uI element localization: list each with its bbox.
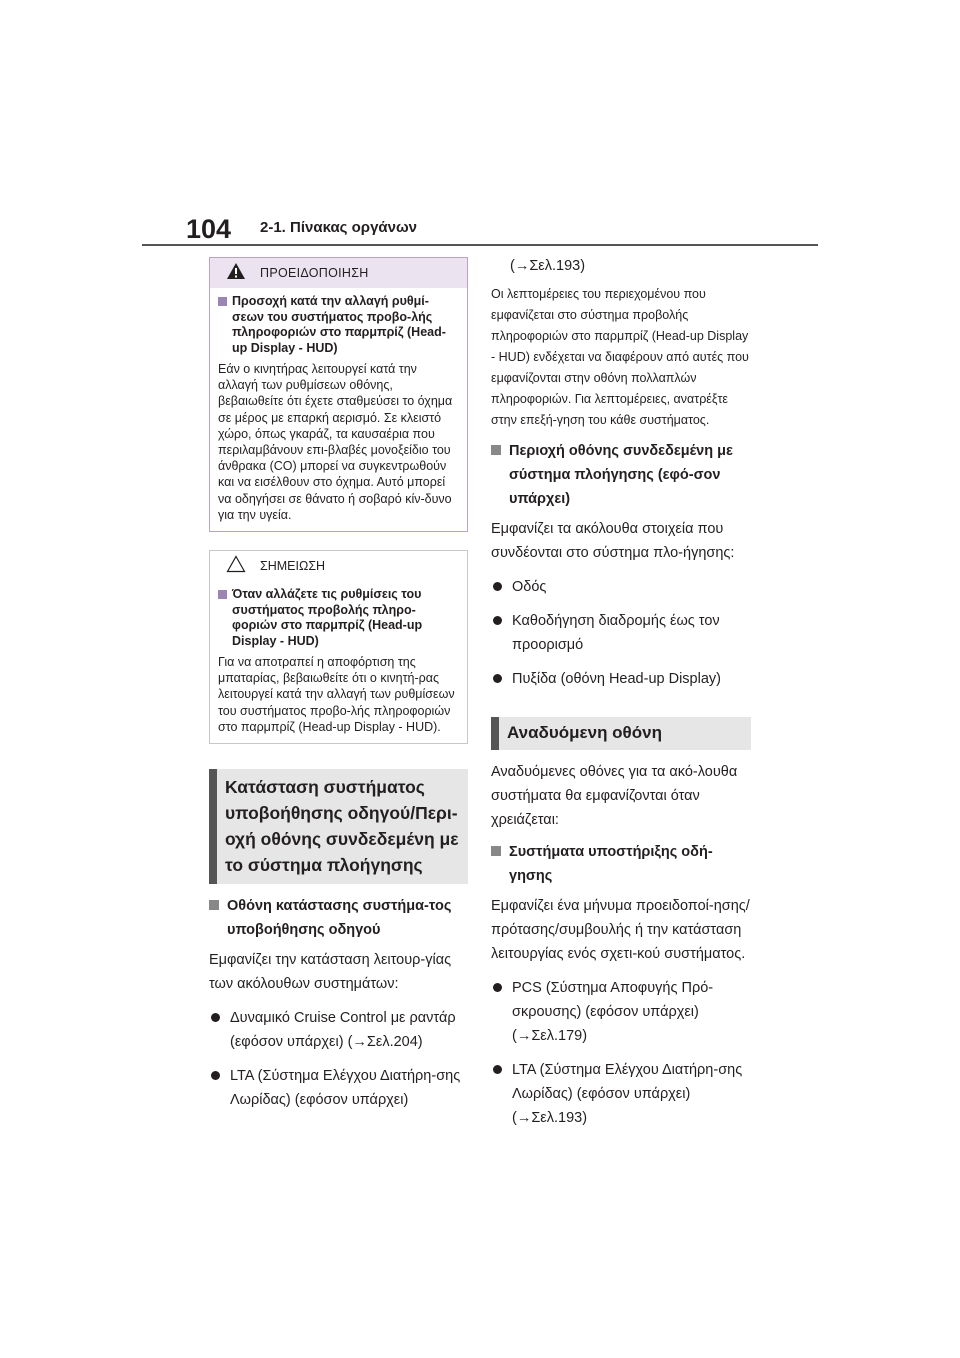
list-item-text: Οδός: [512, 579, 547, 595]
bullet-dot-icon: [211, 1013, 220, 1022]
bullet-dot-icon: [493, 582, 502, 591]
paragraph: Εμφανίζει τα ακόλουθα στοιχεία που συνδέονται στο σύστημα πλο-ήγησης:: [491, 521, 735, 561]
subheading: Συστήματα υποστήριξης οδή-γησης: [509, 844, 713, 884]
continued-reference: (→Σελ.193): [510, 258, 586, 274]
subheading: Περιοχή οθόνης συνδεδεμένη με σύστημα πλοήγησης (εφό-σον υπάρχει): [509, 443, 733, 507]
list-item-text: Δυναμικό Cruise Control με ραντάρ (εφόσον υπάρχει) (→Σελ.204): [230, 1010, 456, 1051]
subheading-row: [491, 840, 751, 888]
warning-triangle-icon: [226, 262, 246, 285]
square-bullet-icon: [491, 846, 501, 856]
list-item-text: Καθοδήγηση διαδρομής έως τον προορισμό: [512, 613, 720, 653]
list-item: [491, 609, 751, 657]
section-heading: Αναδυόμενη οθόνη: [507, 723, 662, 742]
section-heading-band: [491, 717, 751, 750]
bullet-dot-icon: [493, 983, 502, 992]
warning-header: [210, 258, 467, 288]
list-item: [491, 575, 751, 599]
page-header: [0, 0, 960, 250]
square-bullet-icon: [218, 590, 227, 599]
page-number: 104: [186, 214, 232, 244]
bullet-dot-icon: [211, 1071, 220, 1080]
list-item-text: PCS (Σύστημα Αποφυγής Πρό-σκρουσης) (εφόσον υπάρχει) (→Σελ.179): [512, 980, 714, 1044]
square-bullet-icon: [491, 445, 501, 455]
bullet-dot-icon: [493, 674, 502, 683]
paragraph: Εμφανίζει την κατάσταση λειτουρ-γίας των ακόλουθων συστημάτων:: [209, 952, 452, 993]
list-item: [209, 1006, 468, 1054]
square-bullet-icon: [218, 297, 227, 306]
list-item: [491, 976, 751, 1048]
note-triangle-icon: [226, 555, 246, 578]
section-heading: Κατάσταση συστήματος υποβοήθησης οδηγού/Περι-οχή οθόνης συνδεδεμένη με το σύστημα πλοήγησης: [225, 777, 459, 876]
note-box: [209, 550, 468, 744]
warning-subtitle-row: [218, 294, 459, 356]
note-header: [210, 551, 467, 581]
right-column: [491, 254, 751, 1130]
warning-title: ΠΡΟΕΙΔΟΠΟΙΗΣΗ: [260, 266, 369, 280]
note-subtitle: Όταν αλλάζετε τις ρυθμίσεις του συστήματος προβολής πληρο-φοριών στο παρμπρίζ (Head-up Display - HUD): [232, 587, 423, 648]
note-title: ΣΗΜΕΙΩΣΗ: [260, 559, 326, 574]
subheading-row: [209, 894, 468, 942]
bullet-dot-icon: [493, 616, 502, 625]
list-item: [491, 1058, 751, 1130]
paragraph: Εμφανίζει ένα μήνυμα προειδοποί-ησης/πρότασης/συμβουλής ή την κατάσταση λειτουργίας ενός σχετι-κού συστήματος.: [491, 898, 750, 962]
list-item: [209, 1064, 468, 1112]
note-subtitle-row: [218, 587, 459, 649]
list-item: [491, 667, 751, 691]
header-rule: [142, 244, 818, 246]
list-item-text: Πυξίδα (οθόνη Head-up Display): [512, 671, 721, 687]
list-item-text: LTA (Σύστημα Ελέγχου Διατήρη-σης Λωρίδας) (εφόσον υπάρχει): [230, 1068, 461, 1109]
paragraph: Αναδυόμενες οθόνες για τα ακό-λουθα συστήματα θα εμφανίζονται όταν χρειάζεται:: [491, 764, 738, 828]
warning-subtitle: Προσοχή κατά την αλλαγή ρυθμί-σεων του συστήματος προβο-λής πληροφοριών στο παρμπρίζ (Head-up Display - HUD): [232, 294, 446, 355]
list-item-text: LTA (Σύστημα Ελέγχου Διατήρη-σης Λωρίδας) (εφόσον υπάρχει) (→Σελ.193): [512, 1062, 743, 1126]
subheading: Οθόνη κατάστασης συστήμα-τος υποβοήθησης οδηγού: [227, 898, 452, 939]
square-bullet-icon: [209, 900, 219, 910]
note-body: Για να αποτραπεί η αποφόρτιση της μπαταρίας, βεβαιωθείτε ότι ο κινητή-ρας λειτουργεί κατά την αλλαγή των ρυθμίσεων του συστήματος προβο-λής πληροφοριών στο παρμπρίζ (Head-up Display - HUD).: [218, 655, 455, 734]
chapter-title: 2-1. Πίνακας οργάνων: [260, 219, 417, 236]
bullet-dot-icon: [493, 1065, 502, 1074]
warning-body: Εάν ο κινητήρας λειτουργεί κατά την αλλαγή των ρυθμίσεων οθόνης, βεβαιωθείτε ότι έχετε σταθμεύσει το όχημα σε μέρος με επαρκή αερισμό. Σε κλειστό χώρο, όπως γκαράζ, τα καυσαέρια που περιλαμβάνουν επι-βλαβές μονοξείδιο του άνθρακα (CO) μπορεί να συγκεντρωθούν και να εισέλθουν στο όχημα. Αυτό μπορεί να οδηγήσει σε θάνατο ή σοβαρό κίν-δυνο για την υγεία.: [218, 362, 453, 522]
subheading-row: [491, 439, 751, 511]
section-heading-band: [209, 769, 468, 884]
warning-box: [209, 257, 468, 532]
left-column: [209, 257, 468, 1112]
details-paragraph: Οι λεπτομέρειες του περιεχομένου που εμφανίζεται στο σύστημα προβολής πληροφοριών στο παρμπρίζ (Head-up Display - HUD) ενδέχεται να διαφέρουν από αυτές που εμφανίζονται στην οθόνη πολλαπλών πληροφοριών. Για λεπτομέρειες, ανατρέξτε στην επεξή-γηση του κάθε συστήματος.: [491, 287, 749, 427]
